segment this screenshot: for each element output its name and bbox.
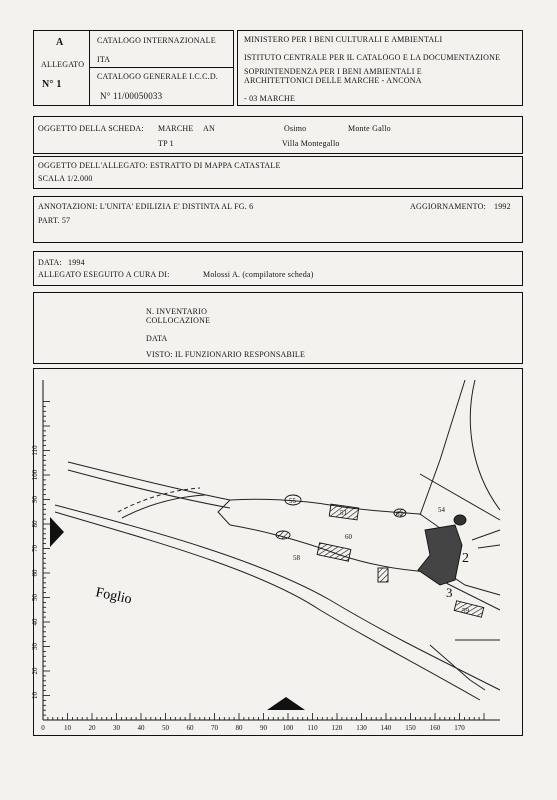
building-parcels (276, 495, 484, 617)
left-arrow-marker (50, 517, 64, 547)
country-code: ITA (97, 55, 111, 64)
x-tick-label: 130 (356, 724, 367, 732)
y-tick-label: 20 (31, 667, 39, 675)
soprintendenza-line2: ARCHITETTONICI DELLE MARCHE - ANCONA (244, 76, 422, 85)
y-tick-label: 10 (31, 692, 39, 699)
y-tick-label: 50 (31, 594, 39, 601)
x-tick-label: 150 (405, 724, 416, 732)
oggetto-province: AN (203, 124, 215, 133)
foglio-label: Foglio (94, 585, 134, 608)
collocazione-label: COLLOCAZIONE (146, 316, 211, 325)
x-tick-label: 140 (380, 724, 392, 732)
allegato-number: N° 1 (42, 79, 62, 90)
parcel-number: 54 (438, 506, 445, 514)
y-tick-label: 30 (31, 643, 39, 650)
parcel-number: 60 (345, 533, 352, 541)
x-tick-label: 30 (113, 724, 120, 732)
parcel-number: 51 (340, 509, 347, 517)
catalog-number: N° 11/00050033 (100, 91, 163, 101)
y-tick-label: 100 (31, 469, 39, 481)
oggetto-region: MARCHE (158, 124, 194, 133)
update-label: AGGIORNAMENTO: (410, 202, 486, 211)
x-tick-label: 20 (88, 724, 96, 732)
parcel-number: 3 (446, 585, 453, 600)
x-tick-label: 100 (282, 724, 294, 732)
bottom-arrow-marker (267, 697, 305, 710)
ministry-name: MINISTERO PER I BENI CULTURALI E AMBIENTALI (244, 35, 443, 44)
annotazioni-text: ANNOTAZIONI: L'UNITA' EDILIZIA E' DISTINTA AL FG. 6 (38, 202, 254, 211)
catalogo-internazionale: CATALOGO INTERNAZIONALE (97, 36, 216, 45)
y-tick-label: 80 (31, 520, 39, 528)
x-tick-label: 120 (331, 724, 343, 732)
soprintendenza-line1: SOPRINTENDENZA PER I BENI AMBIENTALI E (244, 67, 422, 76)
x-tick-label: 50 (162, 724, 169, 732)
compiled-by-value: Molossi A. (compilatore scheda) (203, 270, 314, 279)
x-tick-label: 40 (137, 724, 145, 732)
date-value: 1994 (68, 258, 85, 267)
parcel-number: 2 (462, 551, 469, 566)
parcel-number: 58 (293, 554, 300, 562)
oggetto-locality: Monte Gallo (348, 124, 391, 133)
date-label: DATA: (38, 258, 62, 267)
x-tick-label: 70 (211, 724, 218, 732)
oggetto-municipality: Osimo (284, 124, 307, 133)
oggetto-scheda-label: OGGETTO DELLA SCHEDA: (38, 124, 144, 133)
part-label: PART. 57 (38, 216, 71, 225)
scale-label: SCALA 1/2.000 (38, 174, 93, 183)
allegato-label: ALLEGATO (41, 60, 85, 69)
y-tick-label: 90 (31, 496, 39, 503)
parcel-number: 55 (289, 497, 296, 505)
catalogo-generale: CATALOGO GENERALE I.C.C.D. (97, 72, 218, 81)
data-label: DATA (146, 334, 168, 343)
oggetto-type: TP 1 (158, 139, 174, 148)
x-tick-label: 170 (454, 724, 465, 732)
parcel-number: 62 (396, 510, 403, 518)
x-tick-label: 0 (41, 724, 45, 732)
compiled-by-label: ALLEGATO ESEGUITO A CURA DI: (38, 270, 170, 279)
visto-label: VISTO: IL FUNZIONARIO RESPONSABILE (146, 350, 306, 359)
y-tick-label: 70 (31, 545, 39, 552)
y-tick-label: 110 (31, 445, 39, 456)
x-tick-label: 90 (260, 724, 267, 732)
x-tick-label: 160 (429, 724, 441, 732)
update-year: 1992 (494, 202, 511, 211)
inventario-label: N. INVENTARIO (146, 307, 208, 316)
oggetto-name: Villa Montegallo (282, 139, 340, 148)
institute-name: ISTITUTO CENTRALE PER IL CATALOGO E LA DOCUMENTAZIONE (244, 53, 501, 62)
y-tick-label: 60 (31, 569, 39, 577)
parcel-number: 59 (462, 607, 469, 615)
x-tick-label: 110 (307, 724, 318, 732)
header-letter: A (56, 37, 64, 48)
oggetto-allegato-label: OGGETTO DELL'ALLEGATO: ESTRATTO DI MAPPA CATASTALE (38, 161, 281, 170)
x-tick-label: 10 (64, 724, 71, 732)
region-label: - 03 MARCHE (244, 94, 296, 103)
x-tick-label: 80 (235, 724, 243, 732)
x-tick-label: 60 (186, 724, 194, 732)
y-tick-label: 40 (31, 618, 39, 626)
